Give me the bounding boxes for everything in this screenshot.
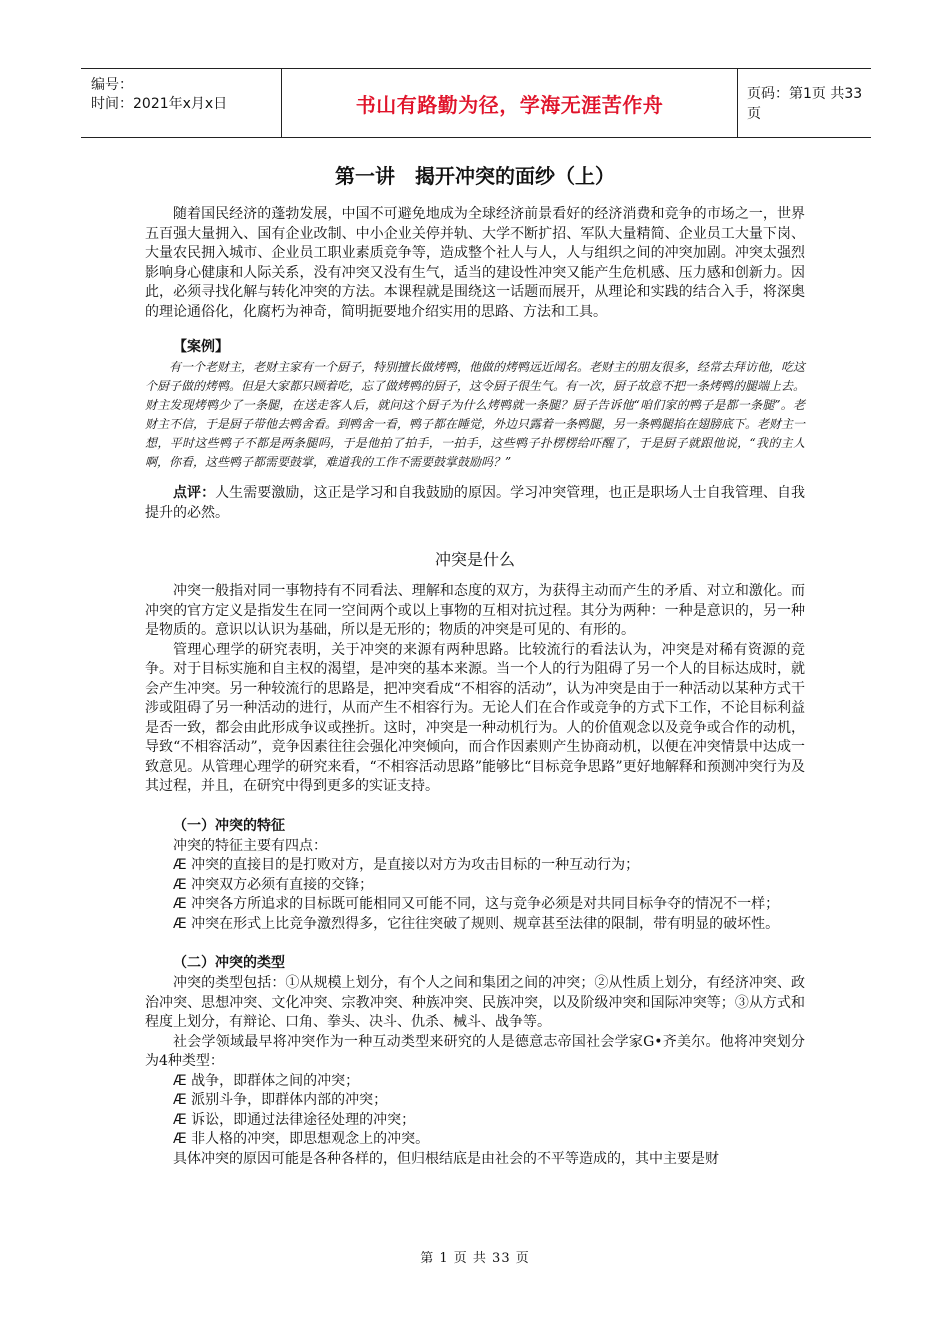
page-info: 页码：第1页 共33页 xyxy=(747,86,863,122)
type-item: Æ 诉讼，即通过法律途径处理的冲突； xyxy=(173,1111,416,1128)
section-heading-what-is-conflict: 冲突是什么 xyxy=(434,550,515,569)
features-heading: （一）冲突的特征 xyxy=(173,817,285,834)
comment-text: 人生需要激励，这正是学习和自我鼓励的原因。学习冲突管理，也正是职场人士自我管理、自我提升的必然。 xyxy=(145,485,806,521)
page-footer: 第 1 页 共 33 页 xyxy=(420,1251,530,1266)
feature-item: Æ 冲突在形式上比竞争激烈得多，它往往突破了规则、规章甚至法律的限制，带有明显的破坏性。 xyxy=(173,915,780,932)
motto-text: 书山有路勤为径，学海无涯苦作舟 xyxy=(355,92,664,117)
comment-paragraph xyxy=(145,484,805,523)
doc-number-label: 编号： xyxy=(91,77,133,93)
feature-item: Æ 冲突各方所追求的目标既可能相同又可能不同，这与竞争必须是对共同目标争夺的情况不一样； xyxy=(173,896,780,912)
header-motto-cell xyxy=(281,69,738,137)
features-lead: 冲突的特征主要有四点： xyxy=(173,837,327,854)
type-item: Æ 非人格的冲突，即思想观念上的冲突。 xyxy=(173,1131,430,1147)
section1-paragraph-2: 管理心理学的研究表明，关于冲突的来源有两种思路。比较流行的看法认为，冲突是对稀有资源的竞争。对于目标实施和自主权的渴望，是冲突的基本来源。当一个人的行为阻碍了另一个人的目标达成时，就会产生冲突。另一种较流行的思路是，把冲突看成“不相容的活动”，认为冲突是由于一种活动以某种方式干涉或阻碍了另一种活动的进行，从而产生不相容行为。无论人们在合作或竞争的方式下工作，不论目标利益是否一致，都会由此形成争议或挫折。这时，冲突是一种动机行为。人的价值观念以及竞争或合作的动机，导致“不相容活动”，竞争因素往往会强化冲突倾向，而合作因素则产生协商动机，以便在冲突情景中达成一致意见。从管理心理学的研究来看，“不相容活动思路”能够比“目标竞争思路”更好地解释和预测冲突行为及其过程，并且，在研究中得到更多的实证支持。 xyxy=(145,641,805,794)
bullet-mark: Æ xyxy=(173,915,187,932)
bullet-mark: Æ xyxy=(173,1072,187,1089)
comment-label: 点评： xyxy=(173,485,216,501)
bullet-mark: Æ xyxy=(173,876,187,893)
header-page-cell xyxy=(737,69,871,137)
case-text: 有一个老财主，老财主家有一个厨子，特别擅长做烤鸭，他做的烤鸭远近闻名。老财主的朋友很多，经常去拜访他，吃这个厨子做的烤鸭。但是大家都只顾着吃，忘了做烤鸭的厨子，这令厨子很生气。有一次，厨子故意不把一条烤鸭的腿端上去。财主发现烤鸭少了一条腿，在送走客人后，就问这个厨子为什么烤鸭就一条腿？厨子告诉他“咱们家的鸭子是都一条腿”。老财主不信，于是厨子带他去鸭舍看。到鸭舍一看，鸭子都在睡觉，外边只露着一条鸭腿，另一条鸭腿掐在翅膀底下。老财主一想，平时这些鸭子不都是两条腿吗，于是他拍了拍手，一拍手，这些鸭子扑楞楞给吓醒了，于是厨子就跟他说，“我的主人啊，你看，这些鸭子都需要鼓掌，难道我的工作不需要鼓掌鼓励吗？” xyxy=(145,360,806,469)
feature-item: Æ 冲突双方必须有直接的交锋； xyxy=(173,876,374,893)
types-paragraph-3: 具体冲突的原因可能是各种各样的，但归根结底是由社会的不平等造成的，其中主要是财 xyxy=(173,1150,719,1167)
section1-paragraph-1: 冲突一般指对同一事物持有不同看法、理解和态度的双方，为获得主动而产生的矛盾、对立和激化。而冲突的官方定义是指发生在同一空间两个或以上事物的互相对抗过程。其分为两种：一种是意识的，另一种是物质的。意识以认识为基础，所以是无形的；物质的冲突是可见的、有形的。 xyxy=(145,583,805,638)
doc-time-label: 时间：2021年x月x日 xyxy=(91,96,228,112)
header-meta-cell xyxy=(81,69,281,137)
case-heading: 【案例】 xyxy=(173,339,229,355)
bullet-mark: Æ xyxy=(173,1092,187,1108)
feature-item: Æ 冲突的直接目的是打败对方，是直接以对方为攻击目标的一种互动行为； xyxy=(173,857,640,873)
intro-paragraph: 随着国民经济的蓬勃发展，中国不可避免地成为全球经济前景看好的经济消费和竞争的市场之一，世界五百强大量拥入、国有企业改制、中小企业关停并轨、大学不断扩招、军队大量精简、企业员工大量下岗、大量农民拥入城市、企业员工职业素质竞争等，造成整个社人与人，人与组织之间的冲突加剧。冲突太强烈影响身心健康和人际关系，没有冲突又没有生气，适当的建设性冲突又能产生危机感、压力感和创新力。因此，必须寻找化解与转化冲突的方法。本课程就是围绕这一话题而展开，从理论和实践的结合入手，将深奥的理论通俗化，化腐朽为神奇，简明扼要地介绍实用的思路、方法和工具。 xyxy=(145,206,805,320)
type-item: Æ 战争，即群体之间的冲突； xyxy=(173,1072,360,1089)
types-paragraph-1: 冲突的类型包括：①从规模上划分，有个人之间和集团之间的冲突；②从性质上划分，有经济冲突、政治冲突、思想冲突、文化冲突、宗教冲突、种族冲突、民族冲突，以及阶级冲突和国际冲突等；③从方式和程度上划分，有辩论、口角、拳头、决斗、仇杀、械斗、战争等。 xyxy=(145,975,805,1030)
bullet-mark: Æ xyxy=(173,1111,187,1128)
bullet-mark: Æ xyxy=(173,896,187,912)
type-item: Æ 派别斗争，即群体内部的冲突； xyxy=(173,1092,388,1108)
types-paragraph-2: 社会学领域最早将冲突作为一种互动类型来研究的人是德意志帝国社会学家G•齐美尔。他将冲突划分为4种类型： xyxy=(145,1033,805,1069)
document-body xyxy=(145,205,805,1169)
header-table xyxy=(81,68,871,138)
bullet-mark: Æ xyxy=(173,857,187,873)
page-title: 第一讲 揭开冲突的面纱（上） xyxy=(335,164,615,188)
bullet-mark: Æ xyxy=(173,1131,187,1147)
types-heading: （二）冲突的类型 xyxy=(173,955,285,971)
